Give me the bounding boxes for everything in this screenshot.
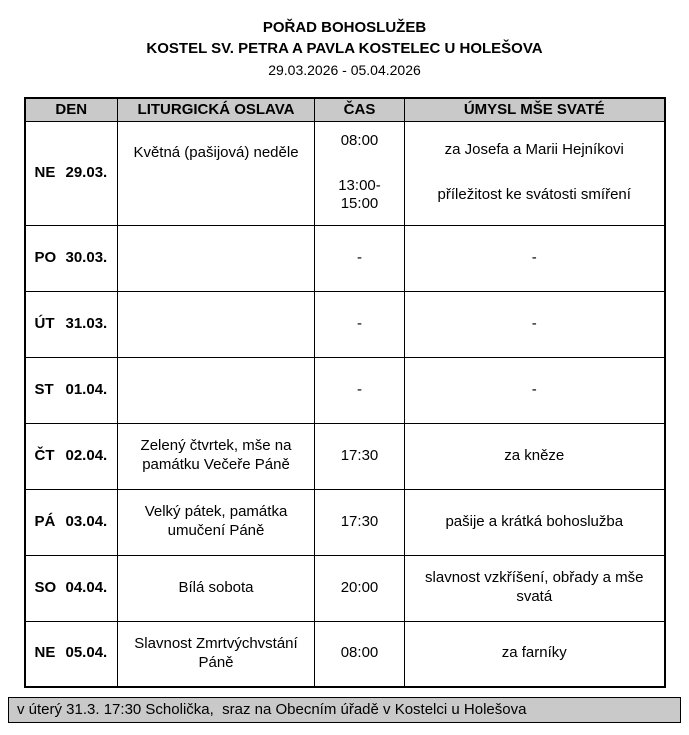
time-cell <box>315 121 405 225</box>
intention-value: za kněze <box>504 446 565 464</box>
day-date: 05.04. <box>65 644 108 662</box>
day-abbr: PO <box>34 248 57 266</box>
time-value: - <box>357 380 362 398</box>
intention-cell <box>405 121 665 225</box>
intention-value: pašije a krátká bohoslužba <box>445 512 624 530</box>
column-header-celebration: LITURGICKÁ OSLAVA <box>118 98 315 121</box>
time-cell <box>315 291 405 357</box>
table-row <box>25 291 665 357</box>
time-value: 17:30 <box>340 446 379 464</box>
intention-cell <box>405 489 665 555</box>
time-cell <box>315 555 405 621</box>
schedule-table <box>24 97 666 688</box>
document-header <box>0 17 689 78</box>
day-abbr: ÚT <box>34 314 55 332</box>
intention-value: - <box>531 314 537 332</box>
time-value: 08:00 <box>340 131 379 149</box>
celebration-cell: Slavnost Zmrtvýchvstání Páně <box>118 621 315 687</box>
footer-note: v úterý 31.3. 17:30 Scholička, sraz na Obecním úřadě v Kostelci u Holešova <box>8 697 681 723</box>
column-header-time: ČAS <box>315 98 405 121</box>
day-cell <box>25 225 118 291</box>
celebration-cell <box>118 291 315 357</box>
intention-value: za Josefa a Marii Hejníkovi <box>444 141 624 159</box>
day-abbr: PÁ <box>34 512 56 530</box>
table-header-row <box>25 98 665 121</box>
time-cell <box>315 225 405 291</box>
celebration-cell: Bílá sobota <box>118 555 315 621</box>
time-cell <box>315 489 405 555</box>
time-value: 20:00 <box>340 578 379 596</box>
table-row <box>25 423 665 489</box>
day-abbr: NE <box>34 163 56 181</box>
intention-cell <box>405 423 665 489</box>
time-value: - <box>357 314 362 332</box>
day-cell <box>25 489 118 555</box>
celebration-cell: Velký pátek, památka umučení Páně <box>118 489 315 555</box>
day-date: 01.04. <box>65 380 108 398</box>
day-cell <box>25 121 118 225</box>
day-cell <box>25 423 118 489</box>
time-value: 08:00 <box>340 644 379 662</box>
table-row <box>25 621 665 687</box>
intention-value: - <box>531 248 537 266</box>
intention-value: za farníky <box>501 644 567 662</box>
day-abbr: NE <box>34 644 56 662</box>
table-row <box>25 489 665 555</box>
table-row <box>25 121 665 225</box>
celebration-cell <box>118 357 315 423</box>
table-row <box>25 357 665 423</box>
intention-value: slavnost vzkříšení, obřady a mše svatá <box>425 569 644 605</box>
day-cell <box>25 555 118 621</box>
column-header-day: DEN <box>25 98 118 121</box>
day-abbr: SO <box>34 578 57 596</box>
table-row <box>25 225 665 291</box>
day-date: 31.03. <box>65 314 108 332</box>
day-date: 04.04. <box>65 578 108 596</box>
intention-value: - <box>531 380 537 398</box>
page-subtitle: KOSTEL SV. PETRA A PAVLA KOSTELEC U HOLEŠOVA <box>146 40 543 57</box>
day-cell <box>25 291 118 357</box>
table-row <box>25 555 665 621</box>
day-date: 02.04. <box>65 446 108 464</box>
celebration-cell: Zelený čtvrtek, mše na památku Večeře Páně <box>118 423 315 489</box>
celebration-cell: Květná (pašijová) neděle <box>118 121 315 225</box>
day-date: 03.04. <box>65 512 108 530</box>
day-cell <box>25 357 118 423</box>
intention-cell <box>405 621 665 687</box>
day-date: 30.03. <box>65 248 108 266</box>
day-cell <box>25 621 118 687</box>
time-cell <box>315 621 405 687</box>
intention-cell <box>405 225 665 291</box>
day-abbr: ČT <box>34 446 55 464</box>
intention-cell <box>405 357 665 423</box>
day-date: 29.03. <box>65 163 108 181</box>
intention-cell <box>405 555 665 621</box>
time-value: 13:00-15:00 <box>338 176 381 213</box>
time-cell <box>315 357 405 423</box>
time-cell <box>315 423 405 489</box>
time-value: - <box>357 248 362 266</box>
date-range: 29.03.2026 - 05.04.2026 <box>268 62 421 78</box>
page-title: POŘAD BOHOSLUŽEB <box>262 19 427 36</box>
celebration-cell <box>118 225 315 291</box>
intention-cell <box>405 291 665 357</box>
day-abbr: ST <box>34 380 54 398</box>
time-value: 17:30 <box>340 512 379 530</box>
intention-value: příležitost ke svátosti smíření <box>437 186 631 203</box>
column-header-intention: ÚMYSL MŠE SVATÉ <box>405 98 665 121</box>
